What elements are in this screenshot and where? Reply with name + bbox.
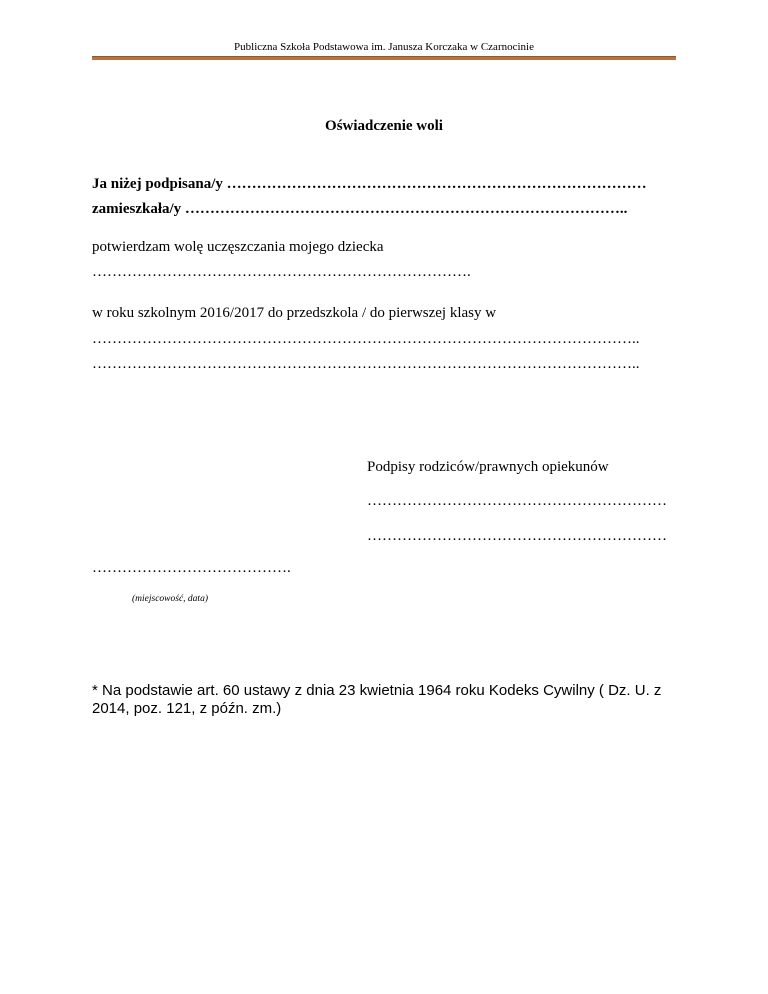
signed-by-line: Ja niżej podpisana/y ………………………………………………………………………… [92,176,647,192]
school-field-line-1: ……………………………………………………………………………………………….. [92,331,640,347]
school-year-text: w roku szkolnym 2016/2017 do przedszkola / do pierwszej klasy w [92,305,497,321]
legal-footnote: * Na podstawie art. 60 ustawy z dnia 23 kwietnia 1964 roku Kodeks Cywilny ( Dz. U. z 2014, poz. 121, z późn. zm.) [92,682,662,717]
signature-field-2: …………………………………………………… [367,528,667,544]
document-title: Oświadczenie woli [325,118,443,134]
place-date-label: (miejscowość, data) [132,594,208,604]
place-date-field: …………………………………. [92,560,291,576]
confirm-text: potwierdzam wolę uczęszczania mojego dziecka [92,239,384,255]
signatures-label: Podpisy rodziców/prawnych opiekunów [367,459,609,475]
school-field-line-2: ……………………………………………………………………………………………….. [92,356,640,372]
header-school-name: Publiczna Szkoła Podstawowa im. Janusza Korczaka w Czarnocinie [234,41,534,53]
child-name-field: …………………………………………………………………. [92,264,471,280]
header-divider [92,56,676,60]
residing-line: zamieszkała/y …………………………………………………………………………….. [92,201,628,217]
signature-field-1: …………………………………………………… [367,493,667,509]
